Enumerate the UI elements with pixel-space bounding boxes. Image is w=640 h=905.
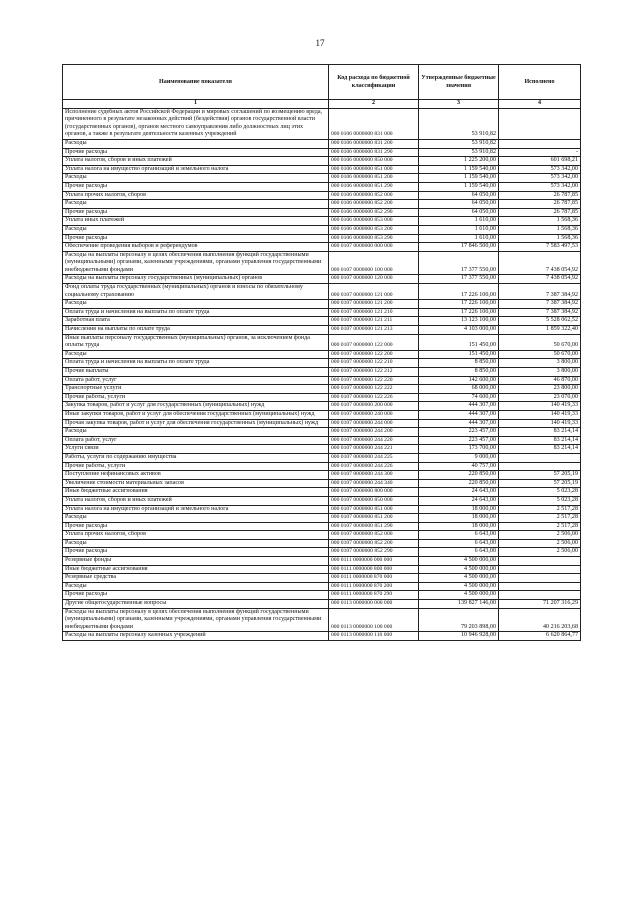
row-code: 000 0106 0000000 852 200 bbox=[329, 200, 419, 209]
row-name: Уплата прочих налогов, сборов bbox=[63, 191, 329, 200]
table-row bbox=[63, 445, 581, 454]
row-executed: 26 787,85 bbox=[499, 191, 581, 200]
row-code: 000 0106 0000000 850 000 bbox=[329, 157, 419, 166]
row-approved: 17 226 100,00 bbox=[419, 284, 499, 300]
table-row bbox=[63, 385, 581, 394]
row-executed bbox=[499, 462, 581, 471]
table-row bbox=[63, 582, 581, 591]
row-approved: 142 600,00 bbox=[419, 376, 499, 385]
row-executed: 1 568,36 bbox=[499, 234, 581, 243]
row-executed: 573 342,00 bbox=[499, 165, 581, 174]
table-row bbox=[63, 308, 581, 317]
row-name: Резервные средства bbox=[63, 574, 329, 583]
row-executed: 3 800,00 bbox=[499, 368, 581, 377]
row-approved: 444 307,00 bbox=[419, 419, 499, 428]
row-approved: 17 377 550,00 bbox=[419, 251, 499, 275]
table-row bbox=[63, 496, 581, 505]
row-name: Оплата труда и начисления на выплаты по оплате труда bbox=[63, 308, 329, 317]
row-code: 000 0111 0000000 870 290 bbox=[329, 591, 419, 600]
table-row bbox=[63, 539, 581, 548]
row-code: 000 0107 0000000 121 213 bbox=[329, 326, 419, 335]
row-executed: 6 620 864,77 bbox=[499, 632, 581, 641]
row-code: 000 0113 0000000 110 000 bbox=[329, 632, 419, 641]
header-code: Код расхода по бюджетной классификации bbox=[329, 65, 419, 100]
table-row bbox=[63, 608, 581, 632]
row-code: 000 0107 0000000 120 000 bbox=[329, 275, 419, 284]
row-name: Расходы bbox=[63, 200, 329, 209]
row-name: Расходы bbox=[63, 225, 329, 234]
row-code: 000 0107 0000000 244 300 bbox=[329, 471, 419, 480]
row-code: 000 0107 0000000 240 000 bbox=[329, 410, 419, 419]
table-row bbox=[63, 300, 581, 309]
budget-execution-table bbox=[62, 64, 581, 641]
row-executed: 83 214,14 bbox=[499, 436, 581, 445]
row-name: Расходы bbox=[63, 300, 329, 309]
row-executed bbox=[499, 591, 581, 600]
row-approved: 40 757,00 bbox=[419, 462, 499, 471]
table-row bbox=[63, 243, 581, 252]
row-approved: 444 307,00 bbox=[419, 402, 499, 411]
row-name: Иные бюджетные ассигнования bbox=[63, 565, 329, 574]
row-executed: 5 023,28 bbox=[499, 488, 581, 497]
row-name: Уплата иных платежей bbox=[63, 217, 329, 226]
row-code: 000 0107 0000000 000 000 bbox=[329, 243, 419, 252]
row-approved: 173 700,00 bbox=[419, 445, 499, 454]
row-name: Расходы на выплаты персоналу казенных учреждений bbox=[63, 632, 329, 641]
row-code: 000 0107 0000000 800 000 bbox=[329, 488, 419, 497]
row-code: 000 0107 0000000 850 000 bbox=[329, 496, 419, 505]
row-code: 000 0107 0000000 852 290 bbox=[329, 548, 419, 557]
row-approved: 4 500 000,00 bbox=[419, 591, 499, 600]
row-executed: 50 670,00 bbox=[499, 334, 581, 350]
row-executed: 5 023,28 bbox=[499, 496, 581, 505]
table-row bbox=[63, 428, 581, 437]
row-approved: 139 827 146,00 bbox=[419, 600, 499, 609]
row-executed: 140 419,33 bbox=[499, 402, 581, 411]
row-executed: - bbox=[499, 148, 581, 157]
row-approved: 53 910,82 bbox=[419, 108, 499, 139]
row-approved: 18 000,00 bbox=[419, 522, 499, 531]
row-approved: 6 643,00 bbox=[419, 548, 499, 557]
row-executed: 2 506,00 bbox=[499, 539, 581, 548]
row-executed: 7 387 384,92 bbox=[499, 284, 581, 300]
row-code: 000 0107 0000000 244 000 bbox=[329, 419, 419, 428]
row-code: 000 0107 0000000 122 220 bbox=[329, 376, 419, 385]
row-approved: 6 643,00 bbox=[419, 531, 499, 540]
row-executed: 140 419,33 bbox=[499, 410, 581, 419]
row-approved: 220 850,00 bbox=[419, 471, 499, 480]
row-name: Прочие расходы bbox=[63, 182, 329, 191]
table-row bbox=[63, 165, 581, 174]
row-approved: 74 600,00 bbox=[419, 393, 499, 402]
row-approved: 18 000,00 bbox=[419, 505, 499, 514]
row-approved: 220 850,00 bbox=[419, 479, 499, 488]
row-code: 000 0107 0000000 851 290 bbox=[329, 522, 419, 531]
row-approved: 53 910,82 bbox=[419, 148, 499, 157]
table-row bbox=[63, 157, 581, 166]
table-row bbox=[63, 200, 581, 209]
row-executed: 601 698,21 bbox=[499, 157, 581, 166]
row-approved: 68 000,00 bbox=[419, 385, 499, 394]
row-code: 000 0107 0000000 852 200 bbox=[329, 539, 419, 548]
table-row bbox=[63, 548, 581, 557]
row-code: 000 0107 0000000 244 226 bbox=[329, 462, 419, 471]
row-code: 000 0111 0000000 870 200 bbox=[329, 582, 419, 591]
row-approved: 17 226 100,00 bbox=[419, 308, 499, 317]
row-approved: 17 377 550,00 bbox=[419, 275, 499, 284]
table-row bbox=[63, 234, 581, 243]
row-approved: 24 643,00 bbox=[419, 488, 499, 497]
row-executed bbox=[499, 582, 581, 591]
table-row bbox=[63, 275, 581, 284]
row-name: Расходы на выплаты персоналу в целях обеспечения выполнения функций государственными (муниципальными) органами, казенными учреждениями, органами управления государственными внебюджетными фондами bbox=[63, 608, 329, 632]
row-code: 000 0107 0000000 122 200 bbox=[329, 350, 419, 359]
row-name: Начисления на выплаты по оплате труда bbox=[63, 326, 329, 335]
row-executed bbox=[499, 453, 581, 462]
row-name: Увеличение стоимости материальных запасов bbox=[63, 479, 329, 488]
row-executed: 2 506,00 bbox=[499, 548, 581, 557]
table-row bbox=[63, 462, 581, 471]
table-row bbox=[63, 591, 581, 600]
row-approved: 151 450,00 bbox=[419, 334, 499, 350]
row-approved: 64 050,00 bbox=[419, 200, 499, 209]
row-name: Расходы на выплаты персоналу в целях обеспечения выполнения функций государственными (муниципальными) органами, казенными учреждениями, органами управления государственными внебюджетными фондами bbox=[63, 251, 329, 275]
row-code: 000 0106 0000000 853 200 bbox=[329, 225, 419, 234]
row-approved: 8 850,00 bbox=[419, 368, 499, 377]
row-executed bbox=[499, 139, 581, 148]
row-executed: 57 205,19 bbox=[499, 471, 581, 480]
row-code: 000 0106 0000000 852 290 bbox=[329, 208, 419, 217]
row-executed: 71 207 316,29 bbox=[499, 600, 581, 609]
column-number: 3 bbox=[419, 100, 499, 109]
row-code: 000 0106 0000000 851 000 bbox=[329, 165, 419, 174]
row-approved: 8 850,00 bbox=[419, 359, 499, 368]
row-code: 000 0107 0000000 122 212 bbox=[329, 368, 419, 377]
row-name: Прочие выплаты bbox=[63, 368, 329, 377]
table-row bbox=[63, 251, 581, 275]
row-executed: 3 800,00 bbox=[499, 359, 581, 368]
row-approved: 24 643,00 bbox=[419, 496, 499, 505]
row-name: Услуги связи bbox=[63, 445, 329, 454]
row-executed: 7 438 054,92 bbox=[499, 251, 581, 275]
column-number: 1 bbox=[63, 100, 329, 109]
row-name: Закупка товаров, работ и услуг для государственных (муниципальных) нужд bbox=[63, 402, 329, 411]
row-name: Прочие расходы bbox=[63, 148, 329, 157]
row-executed bbox=[499, 557, 581, 566]
row-name: Иные бюджетные ассигнования bbox=[63, 488, 329, 497]
row-approved: 6 643,00 bbox=[419, 539, 499, 548]
row-name: Поступление нефинансовых активов bbox=[63, 471, 329, 480]
table-row bbox=[63, 148, 581, 157]
table-row bbox=[63, 419, 581, 428]
header-name: Наименование показателя bbox=[63, 65, 329, 100]
row-executed: 573 342,00 bbox=[499, 174, 581, 183]
table-row bbox=[63, 182, 581, 191]
table-row bbox=[63, 284, 581, 300]
row-name: Расходы bbox=[63, 539, 329, 548]
table-row bbox=[63, 225, 581, 234]
row-code: 000 0111 0000000 000 000 bbox=[329, 557, 419, 566]
column-number: 2 bbox=[329, 100, 419, 109]
row-approved: 1 225 200,00 bbox=[419, 157, 499, 166]
row-executed: 26 787,85 bbox=[499, 208, 581, 217]
row-approved: 4 500 000,00 bbox=[419, 582, 499, 591]
row-code: 000 0107 0000000 244 220 bbox=[329, 436, 419, 445]
row-approved: 4 103 000,00 bbox=[419, 326, 499, 335]
table-row bbox=[63, 479, 581, 488]
row-approved: 1 610,00 bbox=[419, 234, 499, 243]
row-code: 000 0107 0000000 121 000 bbox=[329, 284, 419, 300]
row-name: Расходы bbox=[63, 139, 329, 148]
row-executed: 5 528 062,52 bbox=[499, 317, 581, 326]
row-code: 000 0107 0000000 100 000 bbox=[329, 251, 419, 275]
row-name: Прочие расходы bbox=[63, 208, 329, 217]
row-name: Уплата налога на имущество организаций и земельного налога bbox=[63, 165, 329, 174]
row-approved: 64 050,00 bbox=[419, 208, 499, 217]
row-approved: 17 846 500,00 bbox=[419, 243, 499, 252]
row-name: Прочие расходы bbox=[63, 234, 329, 243]
row-name: Уплата прочих налогов, сборов bbox=[63, 531, 329, 540]
table-row bbox=[63, 108, 581, 139]
page-number: 17 bbox=[315, 38, 325, 48]
row-name: Расходы bbox=[63, 514, 329, 523]
table-row bbox=[63, 334, 581, 350]
row-approved: 64 050,00 bbox=[419, 191, 499, 200]
row-approved: 1 159 540,00 bbox=[419, 182, 499, 191]
row-executed: 573 342,00 bbox=[499, 182, 581, 191]
row-approved: 18 000,00 bbox=[419, 514, 499, 523]
table-row bbox=[63, 208, 581, 217]
table-row bbox=[63, 376, 581, 385]
row-code: 000 0106 0000000 831 200 bbox=[329, 139, 419, 148]
row-code: 000 0107 0000000 121 200 bbox=[329, 300, 419, 309]
row-executed: 83 214,14 bbox=[499, 428, 581, 437]
row-code: 000 0106 0000000 853 290 bbox=[329, 234, 419, 243]
row-name: Обеспечение проведения выборов и референдумов bbox=[63, 243, 329, 252]
row-name: Прочие расходы bbox=[63, 522, 329, 531]
row-executed: 140 419,33 bbox=[499, 419, 581, 428]
row-executed: 23 800,00 bbox=[499, 385, 581, 394]
row-approved: 151 450,00 bbox=[419, 350, 499, 359]
table-row bbox=[63, 557, 581, 566]
row-name: Расходы bbox=[63, 428, 329, 437]
table-row bbox=[63, 393, 581, 402]
row-approved: 13 123 100,00 bbox=[419, 317, 499, 326]
row-approved: 9 000,00 bbox=[419, 453, 499, 462]
row-name: Иные выплаты персоналу государственных (муниципальных) органов, за исключением фонда оплаты труда bbox=[63, 334, 329, 350]
table-body bbox=[63, 108, 581, 640]
table-row bbox=[63, 317, 581, 326]
row-name: Расходы bbox=[63, 350, 329, 359]
row-executed: 2 517,28 bbox=[499, 522, 581, 531]
row-code: 000 0107 0000000 244 225 bbox=[329, 453, 419, 462]
row-executed: 1 859 322,40 bbox=[499, 326, 581, 335]
row-name: Прочие работы, услуги bbox=[63, 393, 329, 402]
row-approved: 1 159 540,00 bbox=[419, 165, 499, 174]
table-row bbox=[63, 514, 581, 523]
table-row bbox=[63, 436, 581, 445]
table-row bbox=[63, 505, 581, 514]
row-approved: 1 610,00 bbox=[419, 217, 499, 226]
row-name: Исполнение судебных актов Российской Федерации и мировых соглашений по возмещению вреда, причиненного в результате незаконных действий (бездействия) органов государственной власти (государственных органов), органов местного самоуправления либо должностных лиц этих органов, а также в результате деятельности казенных учреждений bbox=[63, 108, 329, 139]
table-row bbox=[63, 488, 581, 497]
row-approved: 79 203 898,00 bbox=[419, 608, 499, 632]
row-code: 000 0107 0000000 122 210 bbox=[329, 359, 419, 368]
table-row bbox=[63, 632, 581, 641]
row-executed: 2 517,28 bbox=[499, 505, 581, 514]
table-row bbox=[63, 368, 581, 377]
row-approved: 53 910,82 bbox=[419, 139, 499, 148]
table-row bbox=[63, 402, 581, 411]
row-approved: 17 226 100,00 bbox=[419, 300, 499, 309]
row-code: 000 0107 0000000 851 000 bbox=[329, 505, 419, 514]
row-name: Расходы bbox=[63, 582, 329, 591]
row-name: Оплата работ, услуг bbox=[63, 376, 329, 385]
row-code: 000 0107 0000000 121 210 bbox=[329, 308, 419, 317]
table-row bbox=[63, 453, 581, 462]
column-number: 4 bbox=[499, 100, 581, 109]
row-name: Уплата налогов, сборов и иных платежей bbox=[63, 496, 329, 505]
row-code: 000 0107 0000000 121 211 bbox=[329, 317, 419, 326]
table-row bbox=[63, 522, 581, 531]
row-executed: 40 216 203,68 bbox=[499, 608, 581, 632]
row-name: Прочие расходы bbox=[63, 548, 329, 557]
row-code: 000 0113 0000000 000 000 bbox=[329, 600, 419, 609]
row-code: 000 0111 0000000 800 000 bbox=[329, 565, 419, 574]
table-row bbox=[63, 471, 581, 480]
row-executed: 23 070,00 bbox=[499, 393, 581, 402]
table-row bbox=[63, 565, 581, 574]
row-approved: 1 159 540,00 bbox=[419, 174, 499, 183]
row-name: Транспортные услуги bbox=[63, 385, 329, 394]
row-approved: 1 610,00 bbox=[419, 225, 499, 234]
row-code: 000 0107 0000000 852 000 bbox=[329, 531, 419, 540]
row-approved: 4 500 000,00 bbox=[419, 557, 499, 566]
table-row bbox=[63, 174, 581, 183]
row-executed: 46 870,00 bbox=[499, 376, 581, 385]
row-executed: 26 787,85 bbox=[499, 200, 581, 209]
row-name: Прочая закупка товаров, работ и услуг для обеспечения государственных (муниципальных) нужд bbox=[63, 419, 329, 428]
row-approved: 223 457,00 bbox=[419, 436, 499, 445]
row-name: Прочие расходы bbox=[63, 591, 329, 600]
row-name: Прочие работы, услуги bbox=[63, 462, 329, 471]
table-row bbox=[63, 531, 581, 540]
row-code: 000 0106 0000000 851 200 bbox=[329, 174, 419, 183]
row-name: Резервные фонды bbox=[63, 557, 329, 566]
table-row bbox=[63, 217, 581, 226]
row-code: 000 0107 0000000 244 221 bbox=[329, 445, 419, 454]
row-executed bbox=[499, 565, 581, 574]
row-code: 000 0106 0000000 831 290 bbox=[329, 148, 419, 157]
table-row bbox=[63, 410, 581, 419]
row-executed: 7 387 384,92 bbox=[499, 300, 581, 309]
row-executed: 1 568,36 bbox=[499, 217, 581, 226]
column-number-row bbox=[63, 100, 581, 109]
row-code: 000 0106 0000000 852 000 bbox=[329, 191, 419, 200]
row-executed: 50 670,00 bbox=[499, 350, 581, 359]
row-approved: 444 307,00 bbox=[419, 410, 499, 419]
row-name: Оплата работ, услуг bbox=[63, 436, 329, 445]
row-code: 000 0106 0000000 853 000 bbox=[329, 217, 419, 226]
row-executed: 7 583 497,53 bbox=[499, 243, 581, 252]
row-code: 000 0107 0000000 122 226 bbox=[329, 393, 419, 402]
table-row bbox=[63, 326, 581, 335]
row-code: 000 0107 0000000 122 000 bbox=[329, 334, 419, 350]
row-approved: 10 946 928,00 bbox=[419, 632, 499, 641]
table-row bbox=[63, 359, 581, 368]
row-executed: 1 568,36 bbox=[499, 225, 581, 234]
table-row bbox=[63, 574, 581, 583]
row-code: 000 0106 0000000 851 290 bbox=[329, 182, 419, 191]
row-code: 000 0107 0000000 244 200 bbox=[329, 428, 419, 437]
row-name: Работы, услуги по содержанию имущества bbox=[63, 453, 329, 462]
row-code: 000 0106 0000000 831 000 bbox=[329, 108, 419, 139]
row-executed: 83 214,14 bbox=[499, 445, 581, 454]
row-code: 000 0107 0000000 200 000 bbox=[329, 402, 419, 411]
row-code: 000 0107 0000000 122 222 bbox=[329, 385, 419, 394]
row-executed: 2 506,00 bbox=[499, 531, 581, 540]
row-name: Расходы на выплаты персоналу государственных (муниципальных) органов bbox=[63, 275, 329, 284]
table-row bbox=[63, 600, 581, 609]
row-approved: 4 500 000,00 bbox=[419, 574, 499, 583]
row-executed: 57 205,19 bbox=[499, 479, 581, 488]
table-header-row bbox=[63, 65, 581, 100]
row-name: Иные закупки товаров, работ и услуг для обеспечения государственных (муниципальных) нужд bbox=[63, 410, 329, 419]
row-name: Расходы bbox=[63, 174, 329, 183]
row-executed bbox=[499, 108, 581, 139]
row-code: 000 0113 0000000 100 000 bbox=[329, 608, 419, 632]
row-name: Заработная плата bbox=[63, 317, 329, 326]
table-row bbox=[63, 350, 581, 359]
row-approved: 4 500 000,00 bbox=[419, 565, 499, 574]
row-code: 000 0111 0000000 870 000 bbox=[329, 574, 419, 583]
row-code: 000 0107 0000000 244 340 bbox=[329, 479, 419, 488]
table-row bbox=[63, 139, 581, 148]
row-name: Оплата труда и начисления на выплаты по оплате труда bbox=[63, 359, 329, 368]
header-approved: Утвержденные бюджетные значения bbox=[419, 65, 499, 100]
row-executed: 7 387 384,92 bbox=[499, 308, 581, 317]
row-name: Уплата налогов, сборов и иных платежей bbox=[63, 157, 329, 166]
row-name: Уплата налога на имущество организаций и земельного налога bbox=[63, 505, 329, 514]
row-executed: 7 438 054,92 bbox=[499, 275, 581, 284]
row-approved: 223 457,00 bbox=[419, 428, 499, 437]
table-row bbox=[63, 191, 581, 200]
header-executed: Исполнено bbox=[499, 65, 581, 100]
row-name: Другие общегосударственные вопросы bbox=[63, 600, 329, 609]
row-code: 000 0107 0000000 851 200 bbox=[329, 514, 419, 523]
row-executed bbox=[499, 574, 581, 583]
row-name: Фонд оплаты труда государственных (муниципальных) органов и взносы по обязательному социальному страхованию bbox=[63, 284, 329, 300]
row-executed: 2 517,28 bbox=[499, 514, 581, 523]
